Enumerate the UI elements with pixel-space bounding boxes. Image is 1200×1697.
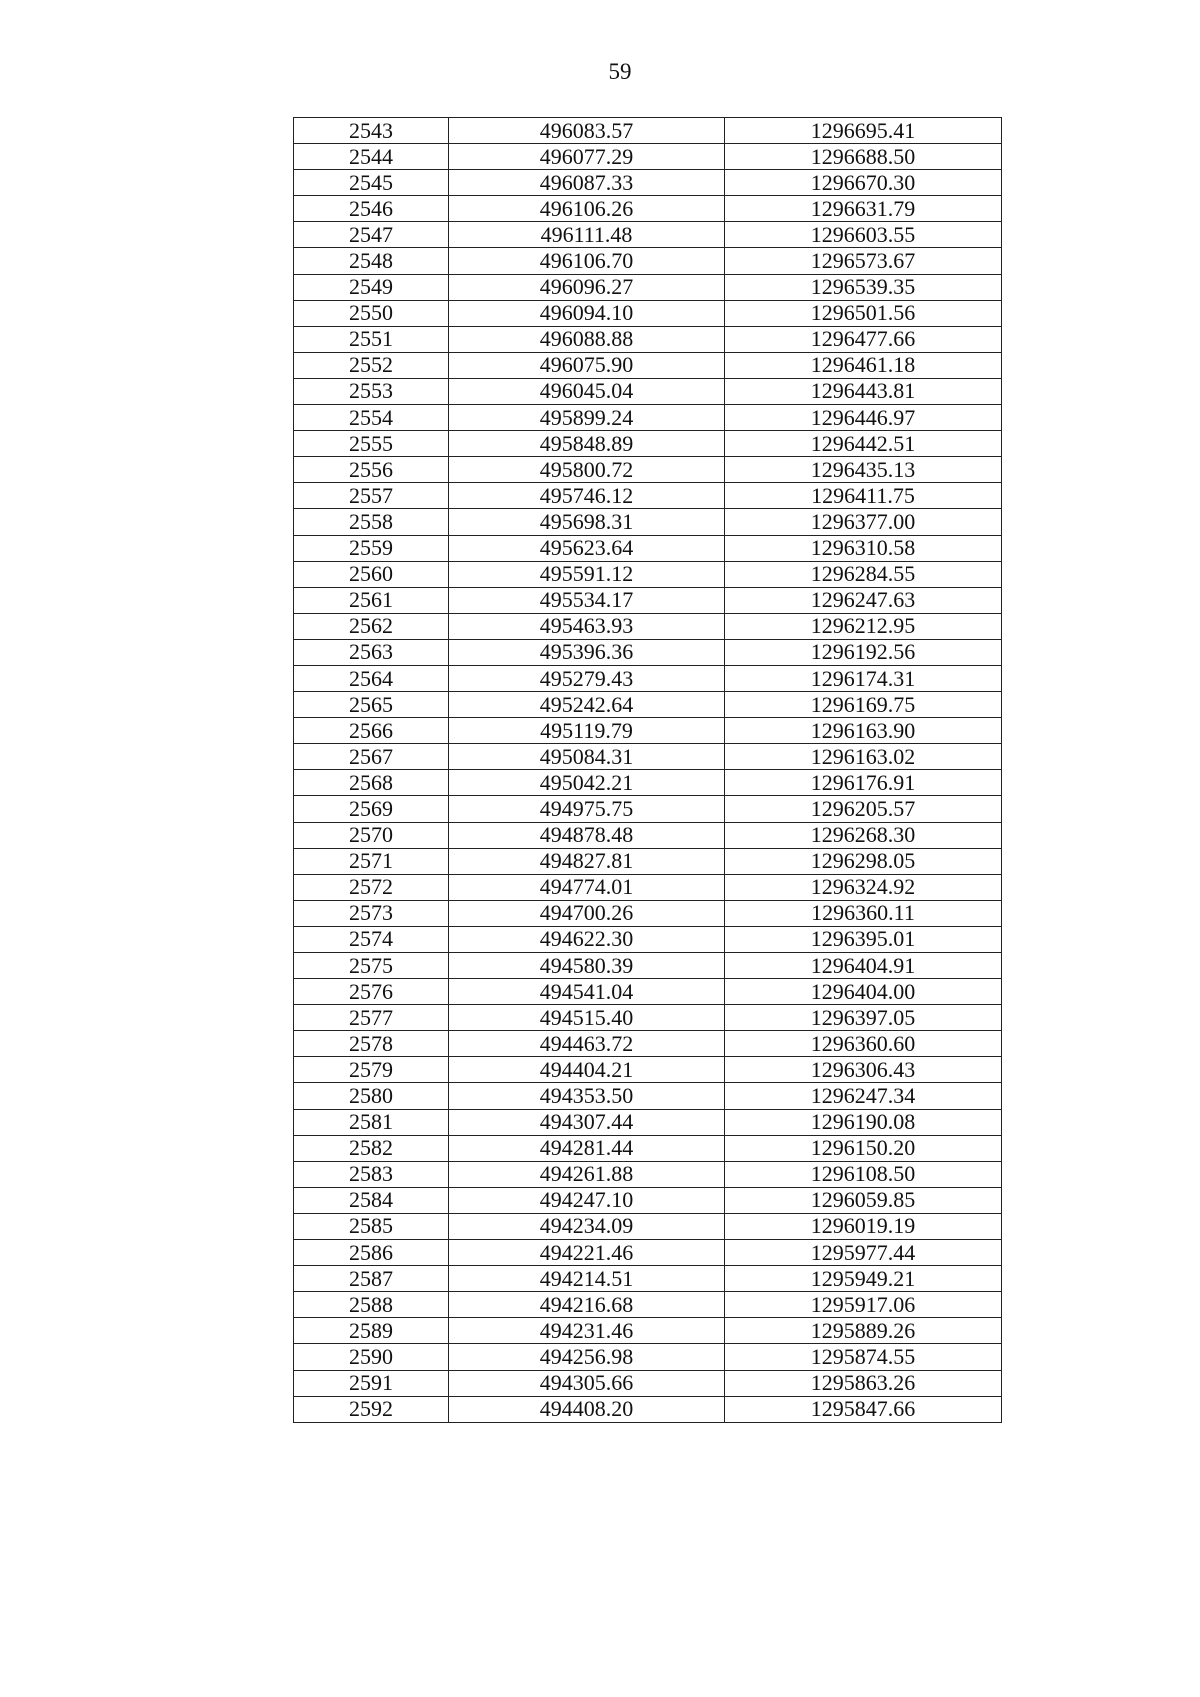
table-row: [294, 509, 1002, 535]
table-row: [294, 535, 1002, 561]
point-number-cell: 2571: [294, 848, 449, 874]
x-coordinate-cell: 495591.12: [449, 561, 725, 587]
point-number-cell: 2563: [294, 639, 449, 665]
point-number-cell: 2553: [294, 378, 449, 404]
table-row: [294, 405, 1002, 431]
point-number-cell: 2550: [294, 300, 449, 326]
point-number-cell: 2583: [294, 1161, 449, 1187]
table-row: [294, 274, 1002, 300]
x-coordinate-cell: 494515.40: [449, 1005, 725, 1031]
point-number-cell: 2574: [294, 926, 449, 952]
table-row: [294, 665, 1002, 691]
y-coordinate-cell: 1296247.63: [725, 587, 1002, 613]
point-number-cell: 2551: [294, 326, 449, 352]
x-coordinate-cell: 495899.24: [449, 405, 725, 431]
y-coordinate-cell: 1296324.92: [725, 874, 1002, 900]
table-row: [294, 587, 1002, 613]
x-coordinate-cell: 494234.09: [449, 1213, 725, 1239]
y-coordinate-cell: 1296404.91: [725, 953, 1002, 979]
y-coordinate-cell: 1296306.43: [725, 1057, 1002, 1083]
point-number-cell: 2582: [294, 1135, 449, 1161]
point-number-cell: 2547: [294, 222, 449, 248]
y-coordinate-cell: 1296192.56: [725, 639, 1002, 665]
point-number-cell: 2559: [294, 535, 449, 561]
x-coordinate-cell: 494216.68: [449, 1292, 725, 1318]
table-row: [294, 1057, 1002, 1083]
table-row: [294, 1161, 1002, 1187]
y-coordinate-cell: 1296603.55: [725, 222, 1002, 248]
table-row: [294, 796, 1002, 822]
table-row: [294, 874, 1002, 900]
x-coordinate-cell: 494774.01: [449, 874, 725, 900]
point-number-cell: 2562: [294, 613, 449, 639]
y-coordinate-cell: 1296397.05: [725, 1005, 1002, 1031]
table-row: [294, 483, 1002, 509]
x-coordinate-cell: 494827.81: [449, 848, 725, 874]
point-number-cell: 2585: [294, 1213, 449, 1239]
y-coordinate-cell: 1296268.30: [725, 822, 1002, 848]
table-row: [294, 639, 1002, 665]
table-row: [294, 1135, 1002, 1161]
point-number-cell: 2566: [294, 718, 449, 744]
y-coordinate-cell: 1296019.19: [725, 1213, 1002, 1239]
x-coordinate-cell: 495279.43: [449, 665, 725, 691]
coordinates-table: [293, 117, 1002, 1423]
y-coordinate-cell: 1296298.05: [725, 848, 1002, 874]
table-row: [294, 822, 1002, 848]
table-row: [294, 979, 1002, 1005]
point-number-cell: 2579: [294, 1057, 449, 1083]
y-coordinate-cell: 1295949.21: [725, 1266, 1002, 1292]
point-number-cell: 2552: [294, 352, 449, 378]
x-coordinate-cell: 496087.33: [449, 170, 725, 196]
table-row: [294, 561, 1002, 587]
x-coordinate-cell: 494281.44: [449, 1135, 725, 1161]
point-number-cell: 2573: [294, 900, 449, 926]
table-row: [294, 118, 1002, 144]
point-number-cell: 2577: [294, 1005, 449, 1031]
table-row: [294, 378, 1002, 404]
x-coordinate-cell: 495084.31: [449, 744, 725, 770]
table-row: [294, 352, 1002, 378]
point-number-cell: 2564: [294, 665, 449, 691]
point-number-cell: 2592: [294, 1396, 449, 1422]
y-coordinate-cell: 1296377.00: [725, 509, 1002, 535]
table-row: [294, 196, 1002, 222]
table-row: [294, 300, 1002, 326]
point-number-cell: 2555: [294, 431, 449, 457]
x-coordinate-cell: 494404.21: [449, 1057, 725, 1083]
y-coordinate-cell: 1295917.06: [725, 1292, 1002, 1318]
x-coordinate-cell: 496088.88: [449, 326, 725, 352]
y-coordinate-cell: 1296360.60: [725, 1031, 1002, 1057]
y-coordinate-cell: 1296163.90: [725, 718, 1002, 744]
x-coordinate-cell: 495623.64: [449, 535, 725, 561]
y-coordinate-cell: 1296360.11: [725, 900, 1002, 926]
point-number-cell: 2558: [294, 509, 449, 535]
x-coordinate-cell: 496083.57: [449, 118, 725, 144]
x-coordinate-cell: 494261.88: [449, 1161, 725, 1187]
point-number-cell: 2575: [294, 953, 449, 979]
table-row: [294, 613, 1002, 639]
x-coordinate-cell: 495119.79: [449, 718, 725, 744]
point-number-cell: 2567: [294, 744, 449, 770]
x-coordinate-cell: 495746.12: [449, 483, 725, 509]
table-row: [294, 1109, 1002, 1135]
y-coordinate-cell: 1296395.01: [725, 926, 1002, 952]
table-row: [294, 1213, 1002, 1239]
table-row: [294, 692, 1002, 718]
y-coordinate-cell: 1296695.41: [725, 118, 1002, 144]
table-row: [294, 744, 1002, 770]
y-coordinate-cell: 1296446.97: [725, 405, 1002, 431]
page-number: 59: [608, 59, 632, 84]
table-row: [294, 926, 1002, 952]
y-coordinate-cell: 1296169.75: [725, 692, 1002, 718]
table-row: [294, 1005, 1002, 1031]
x-coordinate-cell: 495800.72: [449, 457, 725, 483]
x-coordinate-cell: 494580.39: [449, 953, 725, 979]
point-number-cell: 2590: [294, 1344, 449, 1370]
table-row: [294, 457, 1002, 483]
table-row: [294, 1083, 1002, 1109]
x-coordinate-cell: 495396.36: [449, 639, 725, 665]
point-number-cell: 2565: [294, 692, 449, 718]
x-coordinate-cell: 494247.10: [449, 1187, 725, 1213]
y-coordinate-cell: 1295874.55: [725, 1344, 1002, 1370]
point-number-cell: 2587: [294, 1266, 449, 1292]
table-row: [294, 1344, 1002, 1370]
y-coordinate-cell: 1296205.57: [725, 796, 1002, 822]
x-coordinate-cell: 496111.48: [449, 222, 725, 248]
y-coordinate-cell: 1296284.55: [725, 561, 1002, 587]
point-number-cell: 2578: [294, 1031, 449, 1057]
x-coordinate-cell: 496077.29: [449, 144, 725, 170]
x-coordinate-cell: 495698.31: [449, 509, 725, 535]
table-row: [294, 326, 1002, 352]
y-coordinate-cell: 1296477.66: [725, 326, 1002, 352]
point-number-cell: 2581: [294, 1109, 449, 1135]
y-coordinate-cell: 1295977.44: [725, 1240, 1002, 1266]
y-coordinate-cell: 1296631.79: [725, 196, 1002, 222]
x-coordinate-cell: 494622.30: [449, 926, 725, 952]
y-coordinate-cell: 1295847.66: [725, 1396, 1002, 1422]
y-coordinate-cell: 1296443.81: [725, 378, 1002, 404]
point-number-cell: 2572: [294, 874, 449, 900]
table-row: [294, 1396, 1002, 1422]
y-coordinate-cell: 1296573.67: [725, 248, 1002, 274]
y-coordinate-cell: 1296190.08: [725, 1109, 1002, 1135]
point-number-cell: 2544: [294, 144, 449, 170]
x-coordinate-cell: 495042.21: [449, 770, 725, 796]
x-coordinate-cell: 494878.48: [449, 822, 725, 848]
y-coordinate-cell: 1296176.91: [725, 770, 1002, 796]
x-coordinate-cell: 495463.93: [449, 613, 725, 639]
point-number-cell: 2545: [294, 170, 449, 196]
table-row: [294, 431, 1002, 457]
point-number-cell: 2570: [294, 822, 449, 848]
y-coordinate-cell: 1296247.34: [725, 1083, 1002, 1109]
point-number-cell: 2557: [294, 483, 449, 509]
x-coordinate-cell: 495242.64: [449, 692, 725, 718]
point-number-cell: 2588: [294, 1292, 449, 1318]
point-number-cell: 2586: [294, 1240, 449, 1266]
x-coordinate-cell: 496106.26: [449, 196, 725, 222]
table-row: [294, 900, 1002, 926]
table-row: [294, 718, 1002, 744]
point-number-cell: 2561: [294, 587, 449, 613]
point-number-cell: 2576: [294, 979, 449, 1005]
y-coordinate-cell: 1296411.75: [725, 483, 1002, 509]
x-coordinate-cell: 496075.90: [449, 352, 725, 378]
y-coordinate-cell: 1296059.85: [725, 1187, 1002, 1213]
y-coordinate-cell: 1296688.50: [725, 144, 1002, 170]
x-coordinate-cell: 494353.50: [449, 1083, 725, 1109]
x-coordinate-cell: 494214.51: [449, 1266, 725, 1292]
point-number-cell: 2549: [294, 274, 449, 300]
x-coordinate-cell: 494256.98: [449, 1344, 725, 1370]
point-number-cell: 2584: [294, 1187, 449, 1213]
x-coordinate-cell: 494408.20: [449, 1396, 725, 1422]
y-coordinate-cell: 1296174.31: [725, 665, 1002, 691]
table-row: [294, 848, 1002, 874]
y-coordinate-cell: 1296150.20: [725, 1135, 1002, 1161]
x-coordinate-cell: 494541.04: [449, 979, 725, 1005]
point-number-cell: 2580: [294, 1083, 449, 1109]
point-number-cell: 2543: [294, 118, 449, 144]
y-coordinate-cell: 1296404.00: [725, 979, 1002, 1005]
y-coordinate-cell: 1296435.13: [725, 457, 1002, 483]
y-coordinate-cell: 1296108.50: [725, 1161, 1002, 1187]
x-coordinate-cell: 494975.75: [449, 796, 725, 822]
table-row: [294, 1031, 1002, 1057]
y-coordinate-cell: 1296539.35: [725, 274, 1002, 300]
table-row: [294, 1292, 1002, 1318]
point-number-cell: 2546: [294, 196, 449, 222]
point-number-cell: 2554: [294, 405, 449, 431]
y-coordinate-cell: 1295863.26: [725, 1370, 1002, 1396]
x-coordinate-cell: 494700.26: [449, 900, 725, 926]
table-row: [294, 144, 1002, 170]
point-number-cell: 2569: [294, 796, 449, 822]
y-coordinate-cell: 1296163.02: [725, 744, 1002, 770]
x-coordinate-cell: 496106.70: [449, 248, 725, 274]
y-coordinate-cell: 1296501.56: [725, 300, 1002, 326]
x-coordinate-cell: 495848.89: [449, 431, 725, 457]
x-coordinate-cell: 496045.04: [449, 378, 725, 404]
table-row: [294, 222, 1002, 248]
y-coordinate-cell: 1296212.95: [725, 613, 1002, 639]
x-coordinate-cell: 494307.44: [449, 1109, 725, 1135]
point-number-cell: 2548: [294, 248, 449, 274]
y-coordinate-cell: 1296310.58: [725, 535, 1002, 561]
point-number-cell: 2568: [294, 770, 449, 796]
x-coordinate-cell: 494305.66: [449, 1370, 725, 1396]
coordinates-table-body: [294, 118, 1002, 1423]
table-row: [294, 1370, 1002, 1396]
x-coordinate-cell: 494221.46: [449, 1240, 725, 1266]
table-row: [294, 1240, 1002, 1266]
table-row: [294, 170, 1002, 196]
y-coordinate-cell: 1296442.51: [725, 431, 1002, 457]
x-coordinate-cell: 495534.17: [449, 587, 725, 613]
y-coordinate-cell: 1295889.26: [725, 1318, 1002, 1344]
table-row: [294, 1318, 1002, 1344]
table-row: [294, 1187, 1002, 1213]
x-coordinate-cell: 494231.46: [449, 1318, 725, 1344]
point-number-cell: 2591: [294, 1370, 449, 1396]
table-row: [294, 248, 1002, 274]
y-coordinate-cell: 1296461.18: [725, 352, 1002, 378]
point-number-cell: 2556: [294, 457, 449, 483]
point-number-cell: 2560: [294, 561, 449, 587]
point-number-cell: 2589: [294, 1318, 449, 1344]
x-coordinate-cell: 496096.27: [449, 274, 725, 300]
table-row: [294, 770, 1002, 796]
table-row: [294, 1266, 1002, 1292]
x-coordinate-cell: 496094.10: [449, 300, 725, 326]
y-coordinate-cell: 1296670.30: [725, 170, 1002, 196]
table-row: [294, 953, 1002, 979]
x-coordinate-cell: 494463.72: [449, 1031, 725, 1057]
